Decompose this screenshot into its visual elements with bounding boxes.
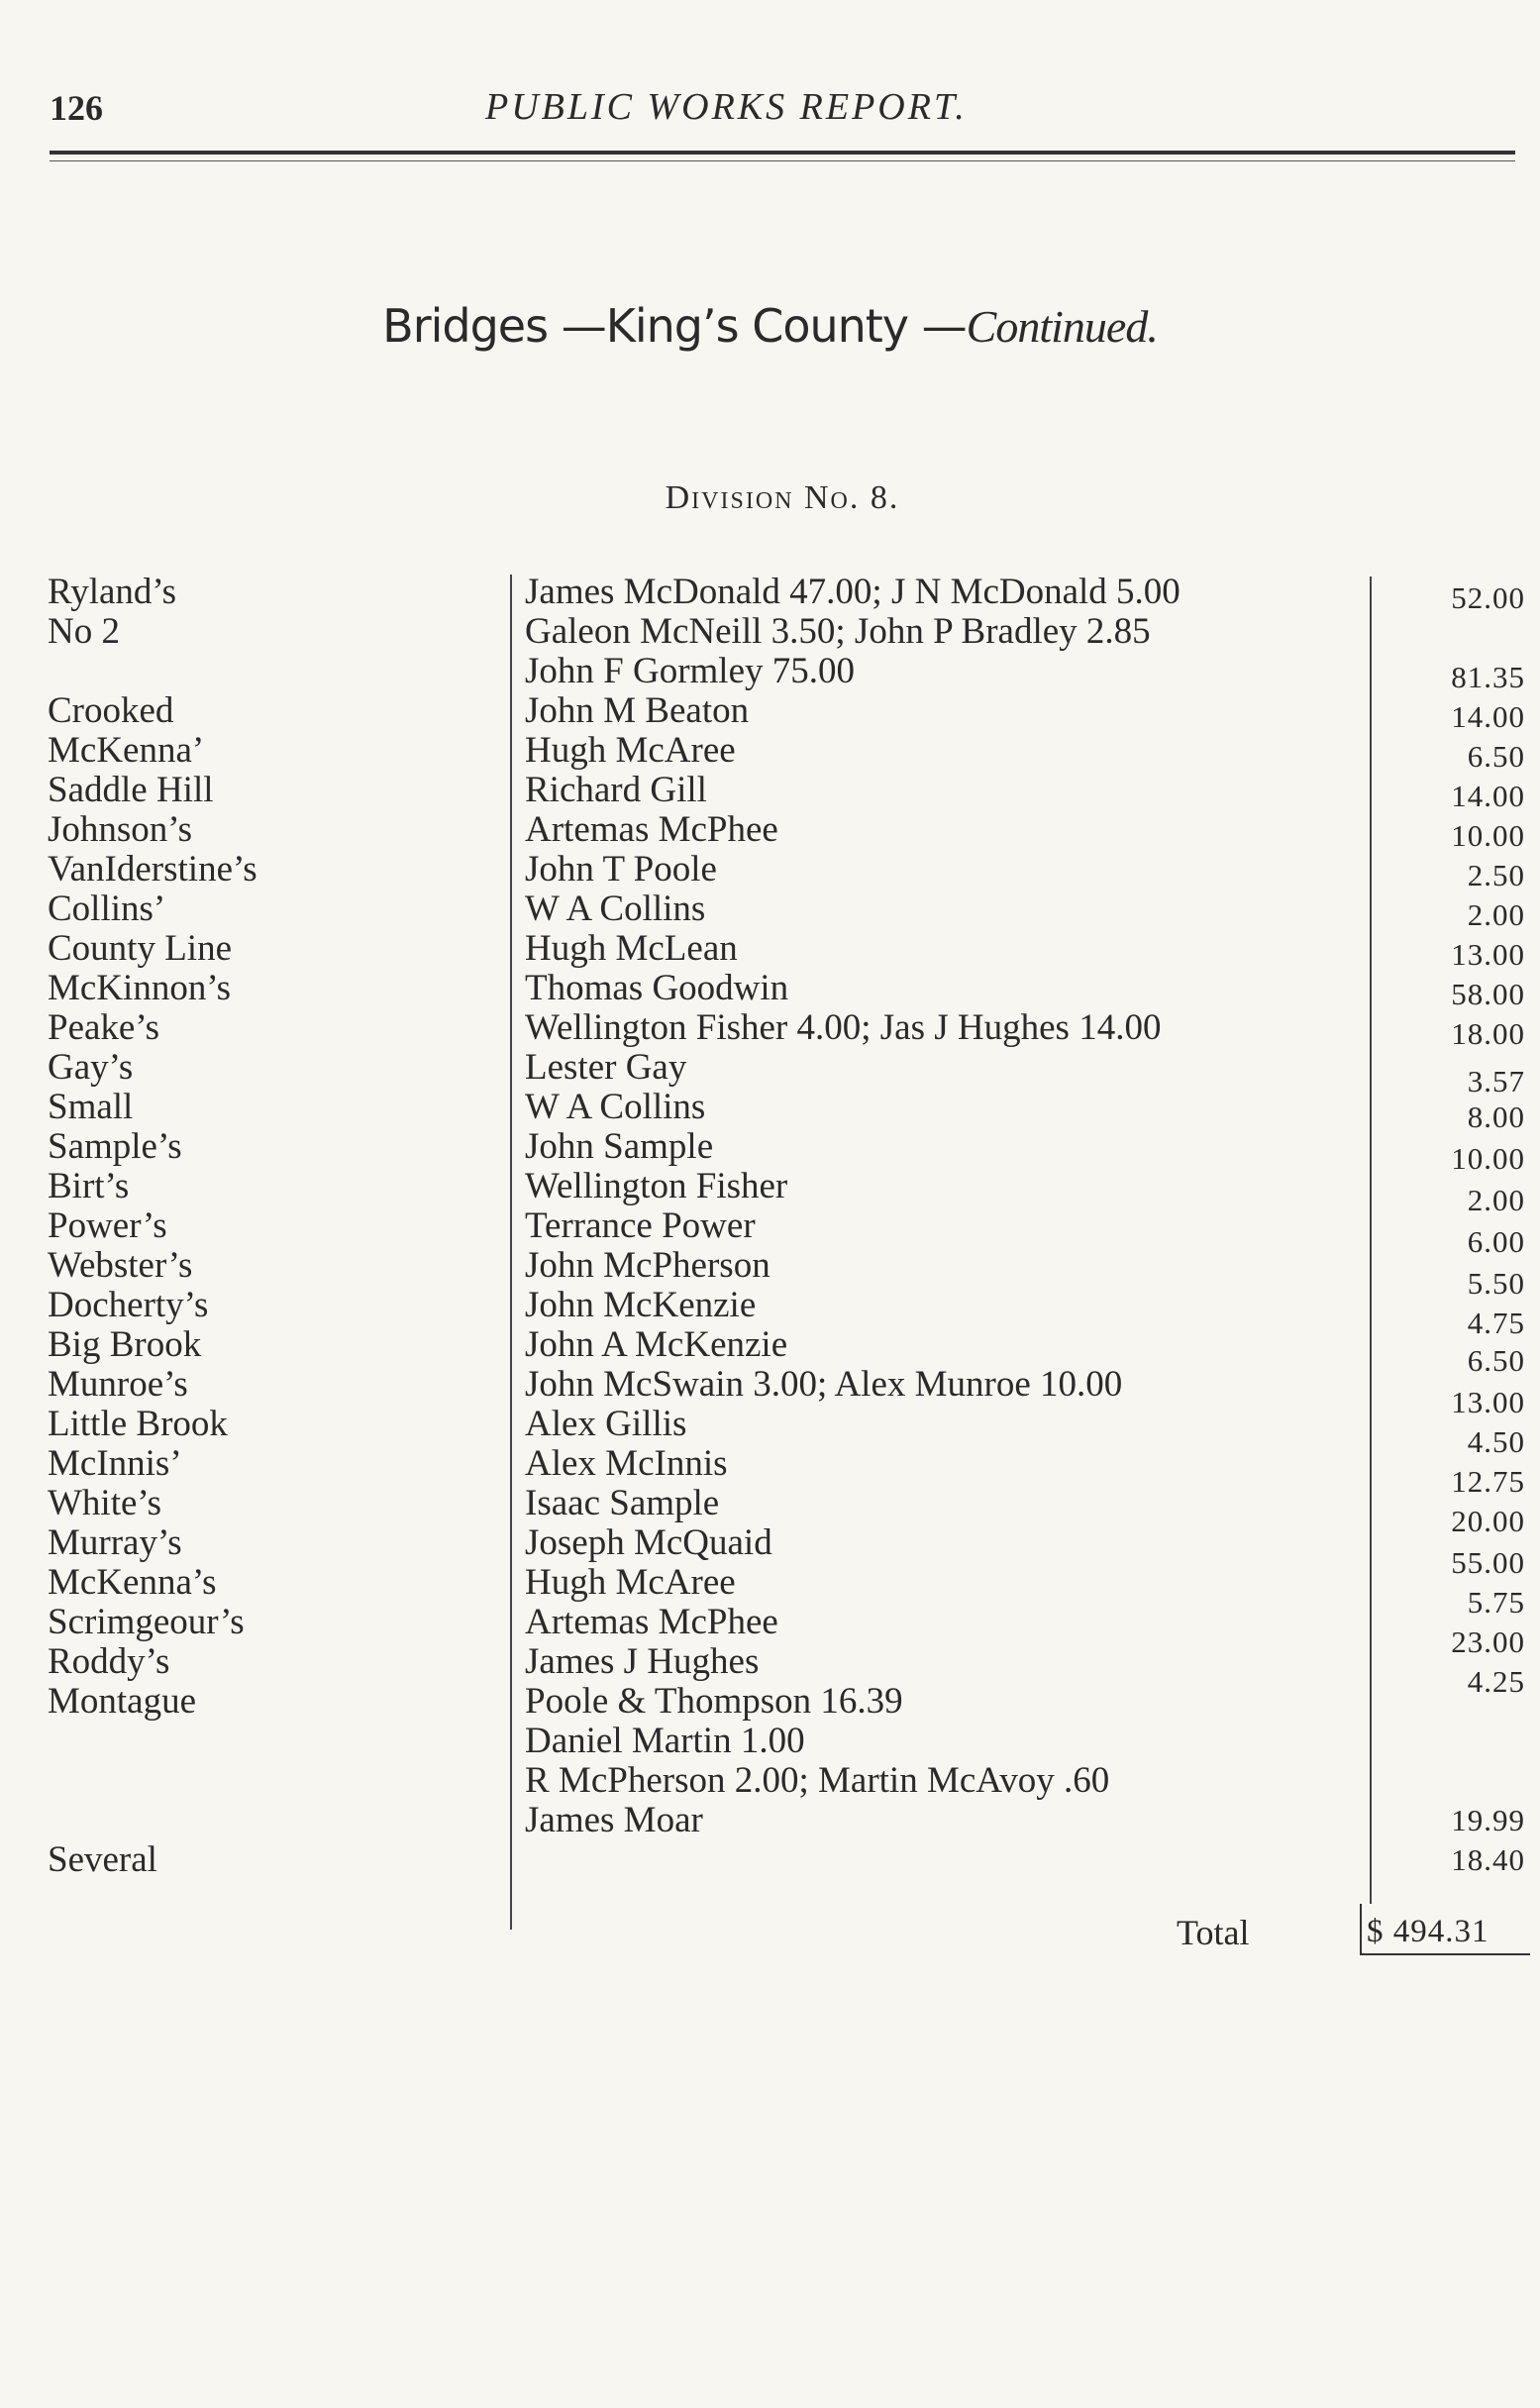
section-title [0, 299, 1540, 353]
payee-entry: Richard Gill [525, 770, 707, 810]
bridge-name: Murray’s [48, 1522, 182, 1563]
bridge-name: Birt’s [48, 1166, 130, 1206]
amount-value: 13.00 [1451, 1385, 1525, 1419]
bridge-name: Montague [48, 1681, 197, 1722]
payee-entry: James J Hughes [525, 1641, 760, 1682]
payee-entry: John M Beaton [525, 690, 750, 731]
payee-entry: Poole & Thompson 16.39 [525, 1681, 903, 1722]
amount-value: 81.35 [1451, 660, 1525, 694]
amount-value: 14.00 [1451, 699, 1525, 734]
amount-value: 52.00 [1451, 580, 1525, 615]
bridge-name: Power’s [48, 1205, 167, 1246]
payee-entry: John A McKenzie [525, 1324, 788, 1365]
payee-entry: Lester Gay [525, 1047, 687, 1088]
bridge-name: Sample’s [48, 1126, 182, 1167]
payee-entry: Daniel Martin 1.00 [525, 1721, 805, 1761]
amount-value: 6.50 [1467, 739, 1525, 774]
amount-value: 14.00 [1451, 779, 1525, 813]
bridge-name: White’s [48, 1483, 162, 1523]
bridge-name: Roddy’s [48, 1641, 170, 1682]
amount-value: 5.50 [1467, 1266, 1525, 1301]
payee-entry: Isaac Sample [525, 1483, 720, 1523]
payee-entry: John McPherson [525, 1245, 770, 1286]
amount-value: 4.75 [1467, 1306, 1525, 1340]
amount-value: 18.00 [1451, 1016, 1525, 1051]
bridge-name: McKenna’s [48, 1562, 217, 1603]
division-heading: Division No. 8. [665, 479, 900, 516]
payee-entry: John T Poole [525, 849, 717, 890]
amount-value: 10.00 [1451, 818, 1525, 853]
payee-entry: James Moar [525, 1800, 703, 1840]
payee-entry: John F Gormley 75.00 [525, 651, 855, 691]
amount-value: 18.40 [1451, 1842, 1525, 1877]
bridge-name: Little Brook [48, 1404, 228, 1444]
amount-value: 19.99 [1451, 1803, 1525, 1837]
bridge-name: Webster’s [48, 1245, 193, 1286]
payee-entry: Artemas McPhee [525, 809, 778, 850]
payee-entry: Wellington Fisher 4.00; Jas J Hughes 14.00 [525, 1007, 1162, 1048]
amount-value: 2.00 [1467, 897, 1525, 932]
payee-entry: W A Collins [525, 1087, 706, 1127]
amount-value: 58.00 [1451, 977, 1525, 1011]
payee-entry: Terrance Power [525, 1205, 756, 1246]
payee-entry: Thomas Goodwin [525, 968, 789, 1008]
amount-value: 2.00 [1467, 1183, 1525, 1217]
bridge-name: Saddle Hill [48, 770, 214, 810]
amount-value: 12.75 [1451, 1464, 1525, 1499]
bridge-name: Several [48, 1839, 157, 1880]
bridge-name: Munroe’s [48, 1364, 188, 1405]
payee-entry: Artemas McPhee [525, 1602, 778, 1642]
amount-value: 2.50 [1467, 858, 1525, 892]
running-title: PUBLIC WORKS REPORT. [485, 86, 968, 128]
page-number: 126 [50, 88, 103, 128]
payee-entry: James McDonald 47.00; J N McDonald 5.00 [525, 572, 1181, 612]
bridge-name: Johnson’s [48, 809, 192, 850]
bridge-name: Small [48, 1087, 134, 1127]
bridge-name: Gay’s [48, 1047, 134, 1088]
payee-entry: Joseph McQuaid [525, 1522, 772, 1563]
amount-value: 5.75 [1467, 1585, 1525, 1620]
amount-value: 4.50 [1467, 1424, 1525, 1459]
total-value: $ 494.31 [1367, 1914, 1489, 1949]
amount-value: 20.00 [1451, 1504, 1525, 1538]
payee-entry: Galeon McNeill 3.50; John P Bradley 2.85 [525, 611, 1151, 652]
amount-value: 23.00 [1451, 1624, 1525, 1659]
amount-value: 10.00 [1451, 1141, 1525, 1176]
payee-entry: Alex McInnis [525, 1443, 728, 1484]
payee-entry: John Sample [525, 1126, 714, 1167]
payee-entry: John McKenzie [525, 1285, 757, 1325]
bridge-name: Collins’ [48, 889, 166, 929]
section-title-continued: Continued. [966, 301, 1158, 352]
bridge-name: Ryland’s [48, 572, 177, 612]
amount-value: 3.57 [1467, 1064, 1525, 1099]
bridge-name: Docherty’s [48, 1285, 209, 1325]
header-rule [50, 151, 1515, 155]
amount-value: 13.00 [1451, 937, 1525, 972]
total-label: Total [1177, 1913, 1250, 1952]
section-title-main: Bridges —King’s County — [382, 299, 967, 353]
bridge-name: County Line [48, 928, 233, 969]
column-rule-left [510, 575, 512, 1930]
bridge-name: No 2 [48, 611, 120, 652]
payee-entry: R McPherson 2.00; Martin McAvoy .60 [525, 1760, 1110, 1801]
bridge-name: VanIderstine’s [48, 849, 257, 890]
bridge-name: Scrimgeour’s [48, 1602, 245, 1642]
header-rule-thin [50, 160, 1515, 161]
payee-entry: Alex Gillis [525, 1404, 687, 1444]
payee-entry: Hugh McAree [525, 1562, 736, 1603]
bridge-name: Peake’s [48, 1007, 160, 1048]
bridge-name: Big Brook [48, 1324, 202, 1365]
amount-value: 4.25 [1467, 1664, 1525, 1699]
payee-entry: Hugh McAree [525, 730, 736, 771]
amount-value: 6.00 [1467, 1224, 1525, 1259]
payee-entry: Wellington Fisher [525, 1166, 788, 1206]
bridge-name: Crooked [48, 690, 174, 731]
bridge-name: McInnis’ [48, 1443, 182, 1484]
bridge-name: McKenna’ [48, 730, 205, 771]
payee-entry: W A Collins [525, 889, 706, 929]
payee-entry: John McSwain 3.00; Alex Munroe 10.00 [525, 1364, 1123, 1405]
amount-value: 8.00 [1467, 1099, 1525, 1134]
bridge-name: McKinnon’s [48, 968, 231, 1008]
amount-value: 55.00 [1451, 1545, 1525, 1580]
payee-entry: Hugh McLean [525, 928, 738, 969]
amount-value: 6.50 [1467, 1343, 1525, 1378]
